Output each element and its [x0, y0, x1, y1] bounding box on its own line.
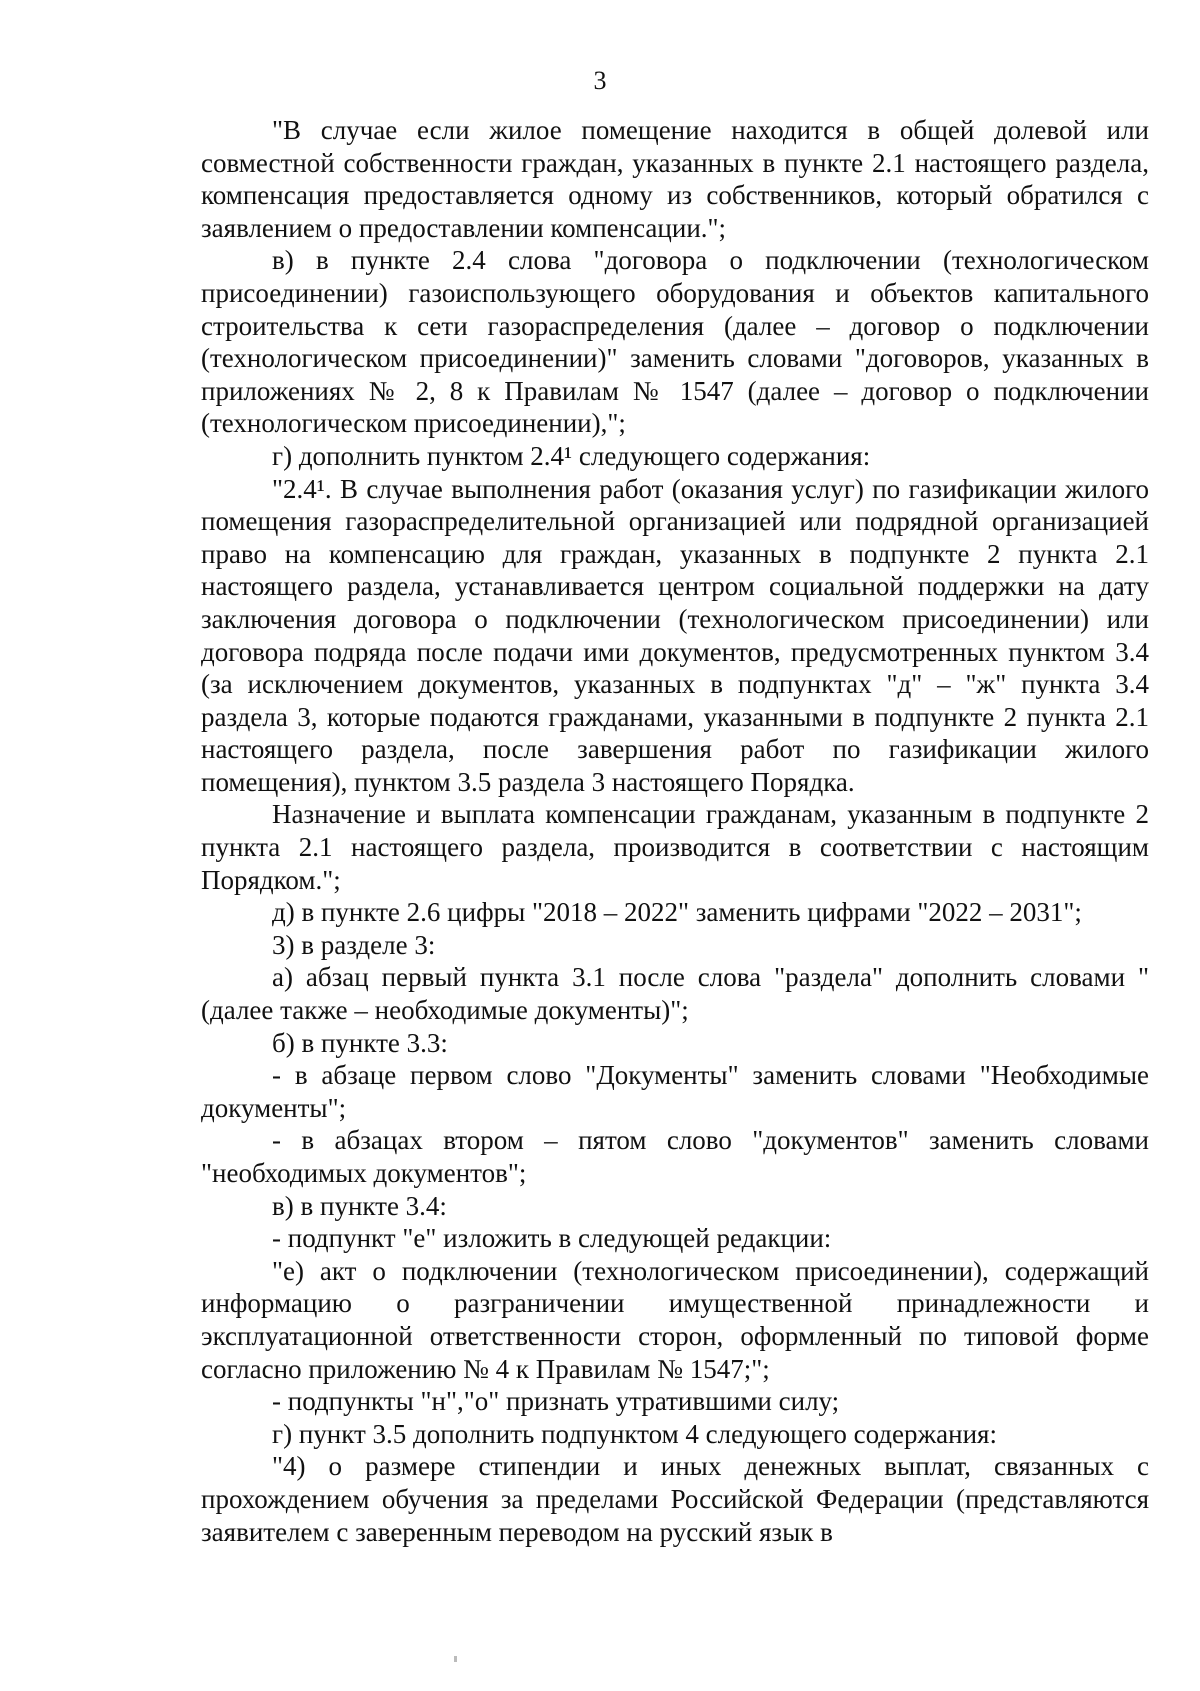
paragraph-item-d-point-2-6: д) в пункте 2.6 цифры "2018 – 2022" заменить цифрами "2022 – 2031";	[272, 897, 1082, 928]
paragraph-abzacs-2-5: - в абзацах втором – пятом слово "документов" заменить словами "необходимых документов";	[201, 1125, 1149, 1188]
paragraph-item-v-point-3-4: в) в пункте 3.4:	[272, 1190, 447, 1221]
paragraph-subpoint-e: - подпункт "е" изложить в следующей редакции:	[272, 1223, 832, 1254]
paragraph-item-g-point-3-5: г) пункт 3.5 дополнить подпунктом 4 следующего содержания:	[272, 1418, 997, 1449]
paragraph-point-2-4-1: "2.4¹. В случае выполнения работ (оказания услуг) по газификации жилого помещения газораспределительной организацией или подрядной организацией право на компенсацию для граждан, указанных в подпункте 2 пункта 2.1 настоящего раздела, устанавливается центром социальной поддержки на дату заключения договора о подключении (технологическом присоединении) или договора подряда после подачи ими документов, предусмотренных пунктом 3.4 (за исключением документов, указанных в подпунктах "д" – "ж" пункта 3.4 раздела 3, которые подаются гражданами, указанными в подпункте 2 пункта 2.1 настоящего раздела, после завершения работ по газификации жилого помещения), пунктом 3.5 раздела 3 настоящего Порядка.	[201, 473, 1149, 797]
paragraph-compensation-payment: Назначение и выплата компенсации гражданам, указанным в подпункте 2 пункта 2.1 настоящего раздела, производится в соответствии с настоящим Порядком.";	[201, 799, 1149, 895]
scan-artifact	[454, 1656, 457, 1662]
paragraph-first-abzac: - в абзаце первом слово "Документы" заменить словами "Необходимые документы";	[201, 1060, 1149, 1123]
paragraph-item-b-point-3-3: б) в пункте 3.3:	[272, 1027, 448, 1058]
paragraph-quote-shared-ownership: "В случае если жилое помещение находится в общей долевой или совместной собственности граждан, указанных в пункте 2.1 настоящего раздела, компенсация предоставляется одному из собственников, который обратился с заявлением о предоставлении компенсации.";	[201, 115, 1149, 243]
paragraph-quote-subpoint-e: "е) акт о подключении (технологическом присоединении), содержащий информацию о разграничении имущественной принадлежности и эксплуатационной ответственности сторон, оформленный по типовой форме согласно приложению № 4 к Правилам № 1547;";	[201, 1255, 1149, 1384]
document-body	[201, 114, 1149, 1548]
paragraph-section-3: 3) в разделе 3:	[272, 929, 436, 960]
paragraph-item-v-point-2-4: в) в пункте 2.4 слова "договора о подключении (технологическом присоединении) газоиспользующего оборудования и объектов капитального строительства к сети газораспределения (далее – договор о подключении (технологическом присоединении)" заменить словами "договоров, указанных в приложениях № 2, 8 к Правилам № 1547 (далее – договор о подключении (технологическом присоединении),";	[201, 245, 1149, 439]
page-number: 3	[593, 66, 607, 95]
paragraph-item-g-add-point: г) дополнить пунктом 2.4¹ следующего содержания:	[272, 440, 871, 471]
paragraph-quote-subpoint-4: "4) о размере стипендии и иных денежных выплат, связанных с прохождением обучения за пределами Российской Федерации (представляются заявителем с заверенным переводом на русский язык в	[201, 1451, 1149, 1547]
paragraph-item-a-point-3-1: а) абзац первый пункта 3.1 после слова "раздела" дополнить словами "(далее также – необходимые документы)";	[201, 962, 1149, 1026]
paragraph-subpoints-n-o: - подпункты "н","о" признать утратившими силу;	[272, 1386, 840, 1417]
